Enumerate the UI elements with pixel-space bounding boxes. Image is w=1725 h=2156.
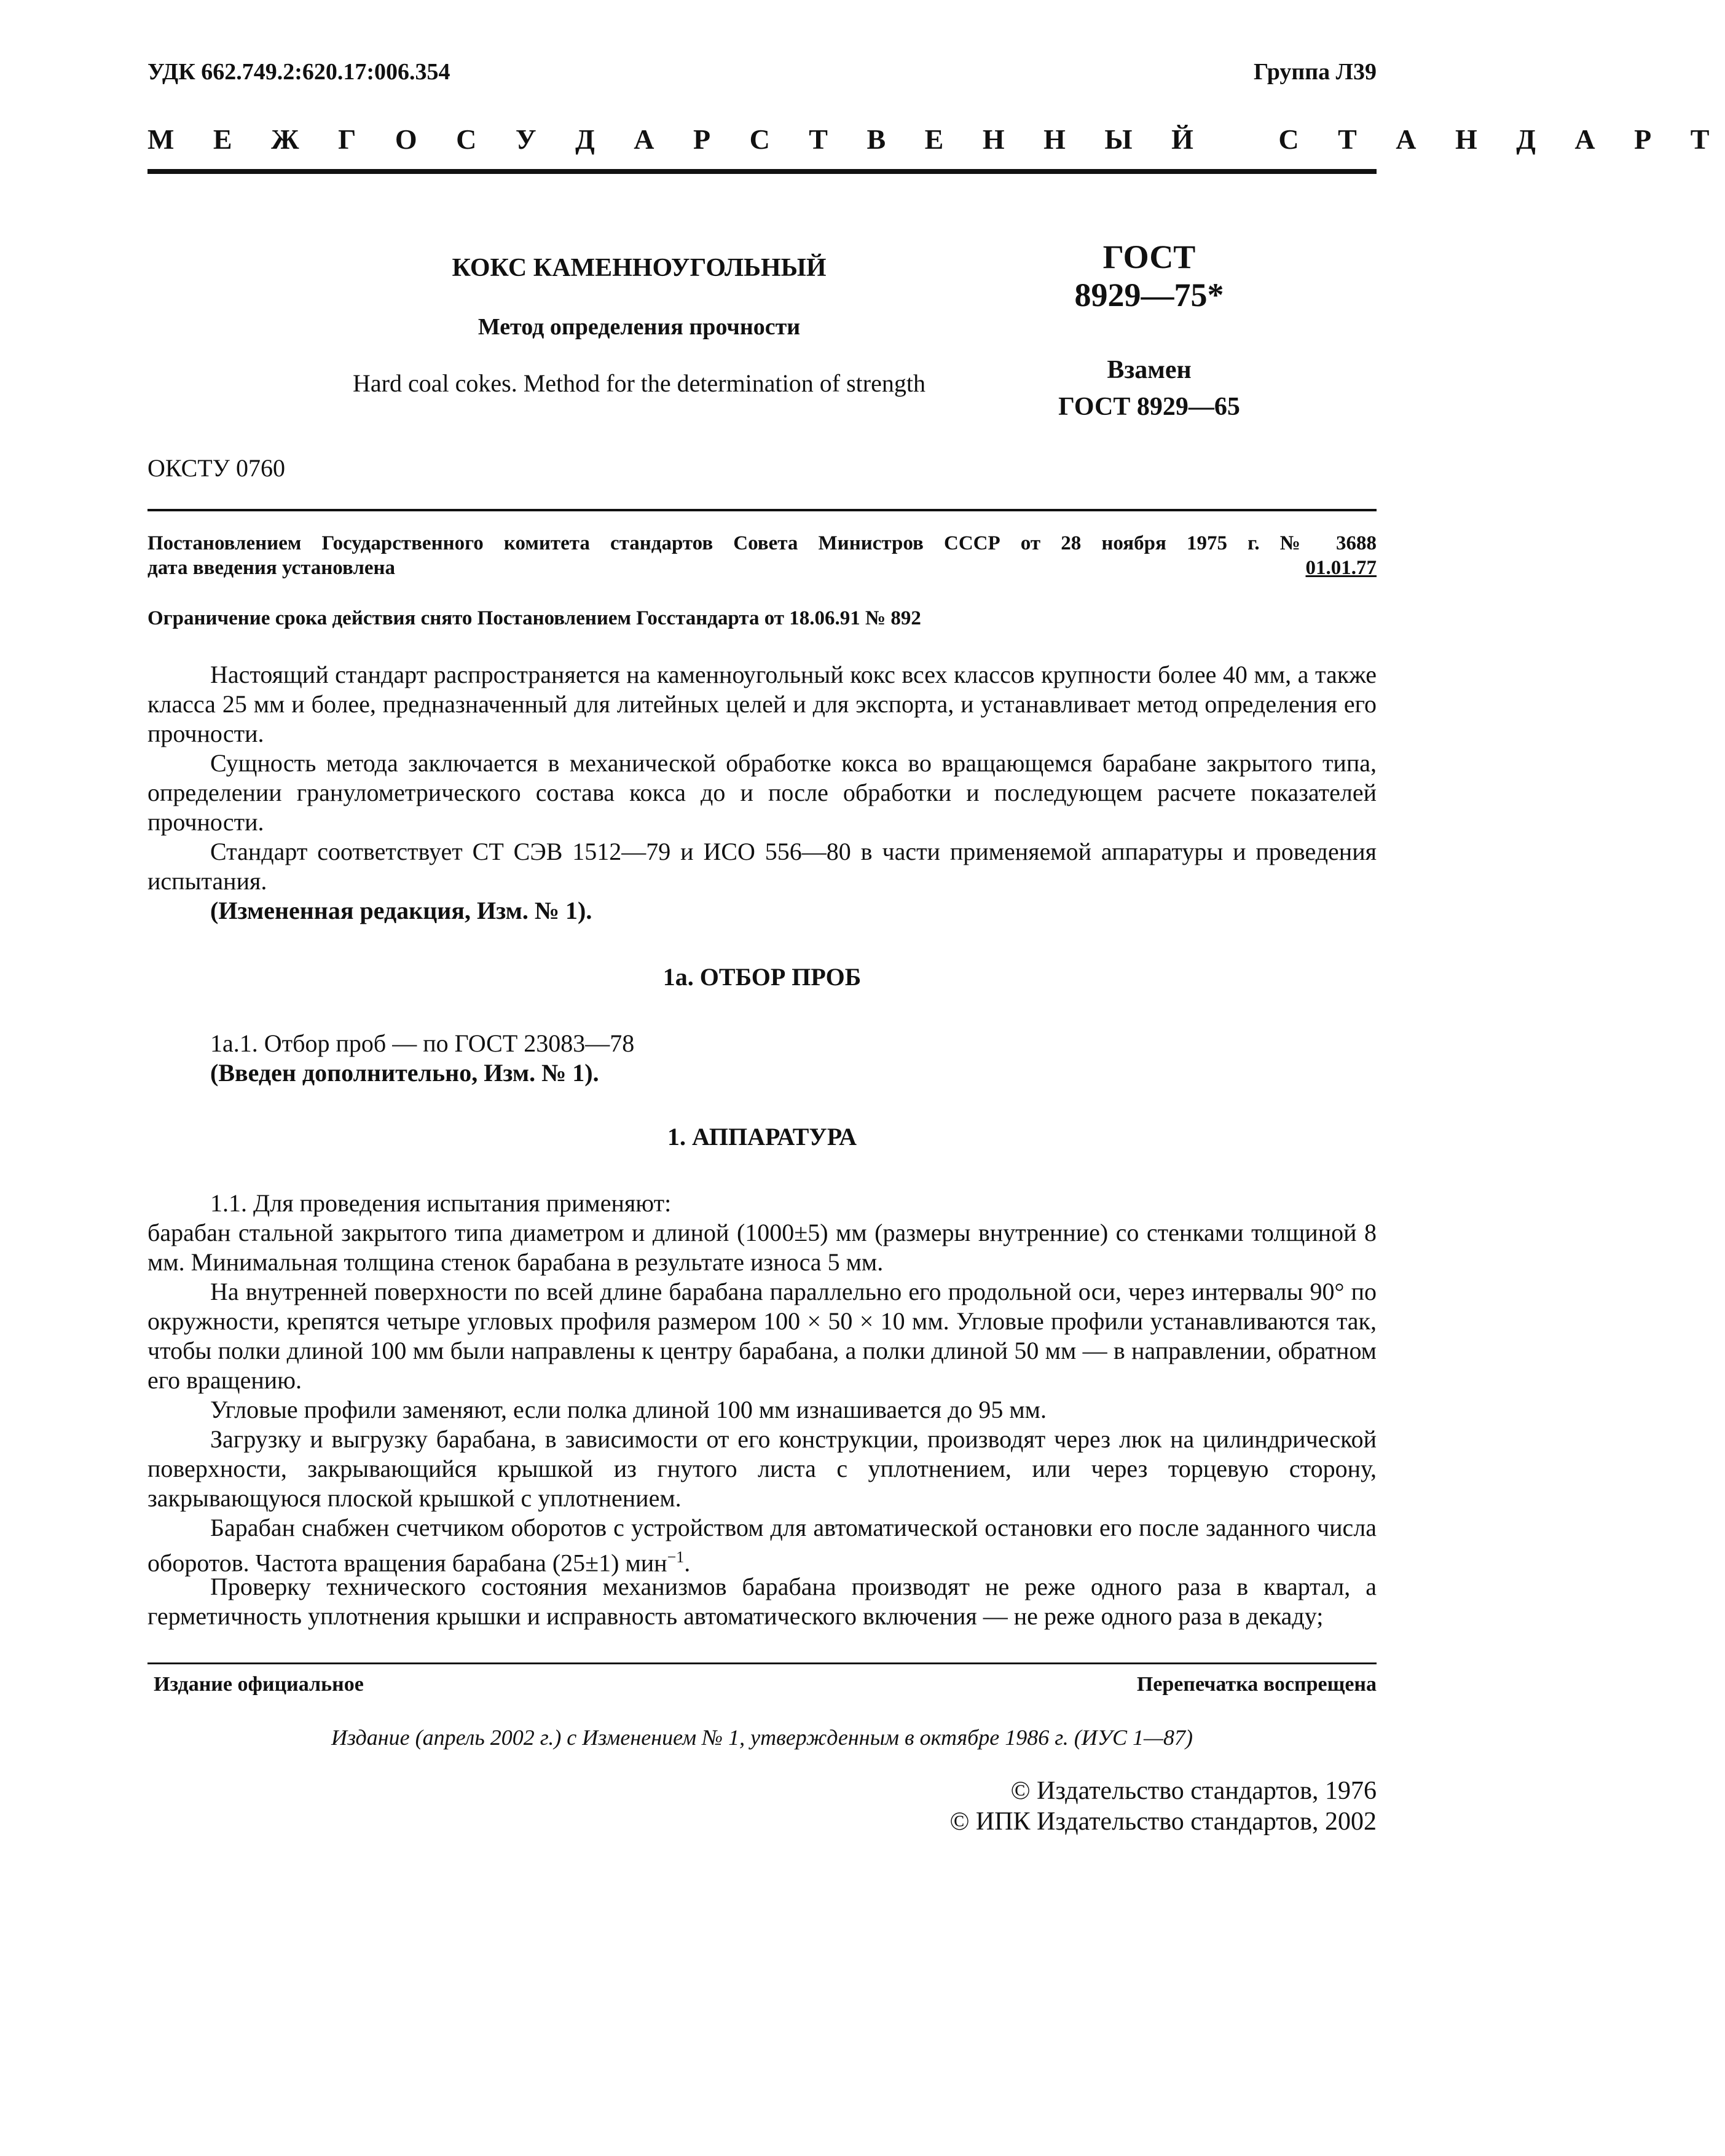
gost-label: ГОСТ (1102, 238, 1196, 275)
footer-rule (147, 1662, 1377, 1664)
intro-paragraph-3: Стандарт соответствует СТ СЭВ 1512—79 и ИСО 556—80 в части применяемой аппаратуры и проведения испытания. (147, 838, 1377, 895)
document-subtitle: Метод определения прочности (477, 314, 801, 340)
profiles-replacement-paragraph: Угловые профили заменяют, если полка длиной 100 мм изнашивается до 95 мм. (210, 1396, 1047, 1423)
title-rule (147, 509, 1377, 511)
standard-banner: М Е Ж Г О С У Д А Р С Т В Е Н Н Ы Й С Т А Н Д А Р Т (147, 124, 1725, 155)
clause-1-1: 1.1. Для проведения испытания применяют: (210, 1189, 672, 1217)
intro-paragraph-2: Сущность метода заключается в механической обработке кокса во вращающемся барабане закрытого типа, определении гранулометрического состава кокса до и после обработки и последующем расчете показателей прочности. (147, 749, 1377, 836)
intro-paragraph-1: Настоящий стандарт распространяется на каменноугольный кокс всех классов крупности более 40 мм, а также класса 25 мм и более, предназначенный для литейных целей и для экспорта, и устанавливает метод определения его прочности. (147, 661, 1377, 747)
loading-paragraph: Загрузку и выгрузку барабана, в зависимости от его конструкции, производят через люк на цилиндрической поверхности, закрывающийся крышкой из гнутого листа с уплотнением, или через торцевую сторону, закрывающуюся плоской крышкой с уплотнением. (147, 1425, 1377, 1512)
group-code: Группа Л39 (1253, 59, 1377, 85)
banner-rule (147, 169, 1377, 174)
reprint-prohibited-label: Перепечатка воспрещена (1136, 1673, 1377, 1696)
edition-note: Издание (апрель 2002 г.) с Изменением № 1, утвержденным в октябре 1986 г. (ИУС 1—87) (331, 1725, 1193, 1750)
section-1a-note: (Введен дополнительно, Изм. № 1). (210, 1059, 599, 1087)
decree-line: Постановлением Государственного комитета стандартов Совета Министров СССР от 28 ноября 1975 г. № 3688 (147, 532, 1377, 554)
udk-code: УДК 662.749.2:620.17:006.354 (147, 59, 450, 85)
replaces-gost: ГОСТ 8929—65 (1058, 393, 1240, 421)
drum-description: барабан стальной закрытого типа диаметром и длиной (1000±5) мм (размеры внутренние) со стенками толщиной 8 мм. Минимальная толщина стенок барабана в результате износа 5 мм. (147, 1219, 1377, 1276)
inspection-paragraph: Проверку технического состояния механизмов барабана производят не реже одного раза в квартал, а герметичность уплотнения крышки и исправность автоматического включения — не реже одного раза в декаду; (147, 1573, 1377, 1630)
okstu-code: ОКСТУ 0760 (147, 454, 286, 482)
section-1a-paragraph: 1а.1. Отбор проб — по ГОСТ 23083—78 (210, 1029, 635, 1057)
intro-amendment-note: (Измененная редакция, Изм. № 1). (210, 897, 592, 924)
gost-number: 8929—75* (1074, 277, 1224, 313)
copyright-2002: © ИПК Издательство стандартов, 2002 (949, 1808, 1377, 1836)
angle-profiles-paragraph: На внутренней поверхности по всей длине барабана параллельно его продольной оси, через интервалы 90° по окружности, крепятся четыре угловых профиля размером 100 × 50 × 10 мм. Угловые профили устанавливаются так, чтобы полки длиной 100 мм были направлены к центру барабана, а полки длиной 50 мм — в направлении, обратном его вращению. (147, 1278, 1377, 1394)
document-title: КОКС КАМЕННОУГОЛЬНЫЙ (452, 254, 827, 282)
official-edition-label: Издание официальное (154, 1673, 364, 1696)
limit-removed-note: Ограничение срока действия снято Постановлением Госстандарта от 18.06.91 № 892 (147, 607, 921, 629)
replaces-label: Взамен (1107, 356, 1192, 384)
introduction-date-label: дата введения установлена (147, 557, 396, 579)
introduction-date: 01.01.77 (1305, 557, 1377, 579)
section-1-heading: 1. АППАРАТУРА (667, 1123, 857, 1151)
english-title: Hard coal cokes. Method for the determination of strength (353, 369, 925, 397)
rotation-counter-paragraph: Барабан снабжен счетчиком оборотов с устройством для автоматической остановки его после заданного числа оборотов. Частота вращения барабана (25±1) мин$^{-1}$. (147, 1514, 1377, 1577)
copyright-1976: © Издательство стандартов, 1976 (1010, 1777, 1377, 1805)
section-1a-heading: 1а. ОТБОР ПРОБ (662, 963, 862, 991)
